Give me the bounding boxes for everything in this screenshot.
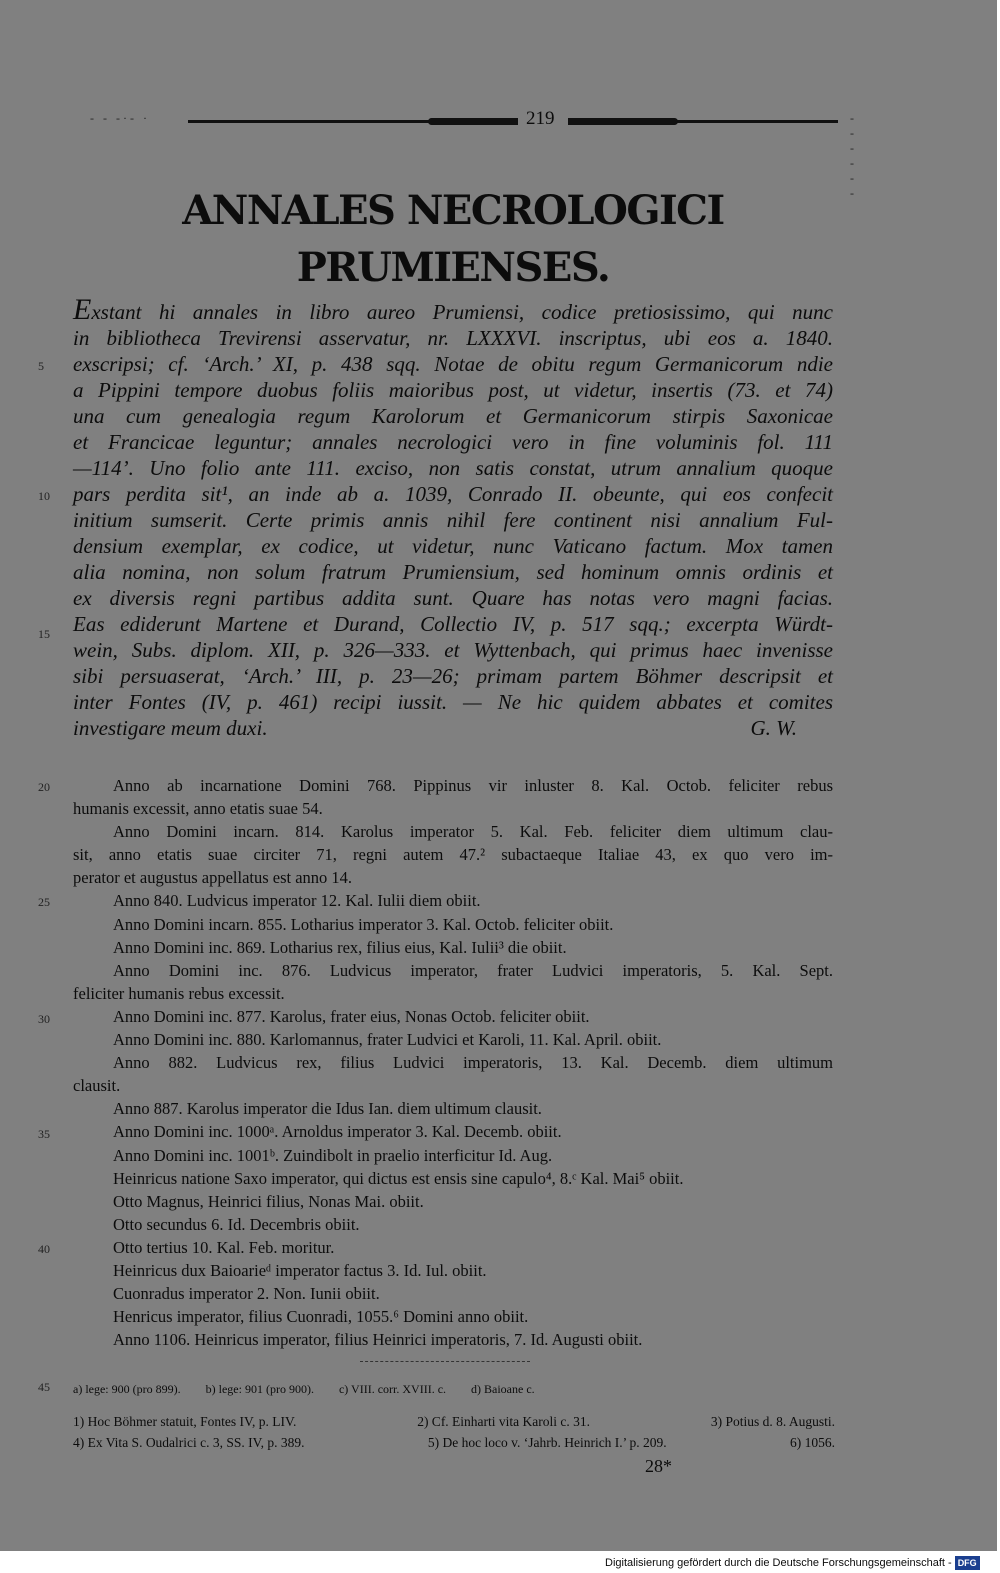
annal-line: Anno Domini inc. 1001ᵇ. Zuindibolt in praelio interficitur Id. Aug. (113, 1145, 553, 1165)
intro-line: exscripsi; cf. ‘Arch.’ XI, p. 438 sqq. Notae de obitu regum Germanicorum ndie (73, 352, 833, 376)
annal-line: Otto Magnus, Heinrici filius, Nonas Mai. obiit. (113, 1191, 424, 1211)
intro-line: Eas ediderunt Martene et Durand, Collectio IV, p. 517 sqq.; excerpta Würdt- (73, 612, 833, 636)
intro-line: investigare meum duxi. G. W. (73, 716, 797, 740)
annal-line: perator et augustus appellatus est anno 14. (73, 868, 353, 888)
critical-note: a) lege: 900 (pro 899). (73, 1382, 181, 1396)
intro-line: wein, Subs. diplom. XII, p. 326—333. et Wyttenbach, qui primus haec invenisse (73, 638, 833, 662)
header-ornament-left: - - -·- · (90, 111, 150, 125)
annal-line: Anno Domini inc. 869. Lotharius rex, filius eius, Kal. Iulii³ die obiit. (113, 937, 567, 957)
footnotes-row (73, 1432, 835, 1453)
annal-line: Otto tertius 10. Kal. Feb. moritur. (113, 1237, 335, 1257)
intro-line: et Francicae leguntur; annales necrologici vero in fine voluminis fol. 111 (73, 430, 833, 454)
annal-line: Heinricus natione Saxo imperator, qui dictus est ensis sine capulo⁴, 8.ᶜ Kal. Mai⁵ obiit. (113, 1168, 684, 1188)
annal-line: Heinricus dux Baioarieᵈ imperator factus 3. Id. Iul. obiit. (113, 1260, 487, 1280)
intro-line: a Pippini tempore duobus foliis maioribus post, ut videtur, insertis (73. et 74) (73, 378, 833, 402)
intro-line: ex diversis regni partibus addita sunt. Quare has notas vero magni facias. (73, 586, 833, 610)
critical-notes (73, 1382, 557, 1397)
intro-line: una cum genealogia regum Karolorum et Germanicorum stirpis Saxonicae (73, 404, 833, 428)
annal-line: Anno Domini incarn. 855. Lotharius imperator 3. Kal. Octob. feliciter obiit. (113, 914, 614, 934)
annal-line: Anno Domini incarn. 814. Karolus imperator 5. Kal. Feb. feliciter diem ultimum clau- (113, 822, 833, 842)
footnote: 5) De hoc loco v. ‘Jahrb. Heinrich I.’ p. 209. (427, 1435, 667, 1450)
annals-text (73, 774, 833, 1351)
annal-line: Anno 887. Karolus imperator die Idus Ian. diem ultimum clausit. (113, 1099, 542, 1119)
annal-line: Henricus imperator, filius Cuonradi, 1055.⁶ Domini anno obiit. (113, 1307, 529, 1327)
intro-line: in bibliotheca Trevirensi asservatur, nr. LXXXVI. inscriptus, ubi eos a. 1840. (73, 326, 833, 350)
signature-mark: 28* (645, 1456, 672, 1476)
intro-line: densium exemplar, ex codice, ut videtur, nunc Vaticano factum. Mox tamen (73, 534, 833, 558)
annal-line: Anno 840. Ludvicus imperator 12. Kal. Iulii diem obiit. (113, 891, 481, 911)
annal-line: feliciter humanis rebus excessit. (73, 983, 285, 1003)
critical-note: c) VIII. corr. XVIII. c. (338, 1382, 447, 1396)
line-number: 20 (38, 780, 50, 794)
line-number: 30 (38, 1012, 50, 1026)
introduction (73, 293, 833, 741)
intro-signature: G. W. (750, 716, 797, 740)
line-number: 45 (38, 1380, 50, 1394)
title-line-1: ANNALES NECROLOGICI (182, 187, 724, 234)
intro-line: sibi persuaserat, ‘Arch.’ III, p. 23—26; primam partem Böhmer descripsit et (73, 664, 833, 688)
footnote: 2) Cf. Einharti vita Karoli c. 31. (417, 1414, 591, 1429)
annal-line: Anno 882. Ludvicus rex, filius Ludvici imperatoris, 13. Kal. Decemb. diem ultimum (113, 1053, 833, 1073)
intro-line: pars perdita sit¹, an inde ab a. 1039, Conrado II. obeunte, qui eos confecit (73, 482, 833, 506)
digitization-footer (605, 1553, 1000, 1573)
footnotes-row (73, 1411, 835, 1432)
title-line-2: PRUMIENSES. (296, 244, 610, 291)
intro-line: inter Fontes (IV, p. 461) recipi iussit. — Ne hic quidem abbates et comites (73, 690, 833, 714)
line-number: 15 (38, 627, 50, 641)
intro-line: alia nomina, non solum fratrum Prumiensium, sed hominum omnis ordinis et (73, 560, 833, 584)
footnote: 1) Hoc Böhmer statuit, Fontes IV, p. LIV. (73, 1414, 297, 1429)
annal-line: humanis excessit, anno etatis suae 54. (73, 799, 323, 819)
annal-line: Anno Domini inc. 1000ᵃ. Arnoldus imperator 3. Kal. Decemb. obiit. (113, 1122, 562, 1142)
intro-line: initium sumserit. Certe primis annis nihil fere continent nisi annalium Ful- (73, 508, 833, 532)
line-number: 35 (38, 1127, 50, 1141)
text-separator (360, 1361, 530, 1364)
line-number: 10 (38, 489, 50, 503)
annal-line: Anno Domini inc. 876. Ludvicus imperator, frater Ludvici imperatoris, 5. Kal. Sept. (113, 960, 833, 980)
line-number: 25 (38, 895, 50, 909)
footnote: 6) 1056. (790, 1435, 835, 1450)
line-number: 5 (38, 359, 44, 373)
annal-line: Anno Domini inc. 880. Karlomannus, frater Ludvici et Karoli, 11. Kal. April. obiit. (113, 1030, 662, 1050)
line-number: 40 (38, 1242, 50, 1256)
annal-line: Otto secundus 6. Id. Decembris obiit. (113, 1214, 360, 1234)
annal-line: sit, anno etatis suae circiter 71, regni autem 47.² subactaeque Italiae 43, ex quo vero im- (73, 845, 833, 865)
header-rule-left (188, 120, 518, 123)
annal-line: Anno Domini inc. 877. Karolus, frater eius, Nonas Octob. feliciter obiit. (113, 1006, 590, 1026)
footer-text: Digitalisierung gefördert durch die Deutsche Forschungsgemeinschaft - (605, 1557, 952, 1569)
intro-line: Exstant hi annales in libro aureo Prumiensi, codice pretiosissimo, qui nunc (73, 293, 833, 326)
header-rule-right (568, 120, 838, 123)
annal-line: Anno ab incarnatione Domini 768. Pippinus vir inluster 8. Kal. Octob. feliciter rebus (113, 776, 833, 795)
critical-note: b) lege: 901 (pro 900). (205, 1382, 314, 1396)
annal-line: Anno 1106. Heinricus imperator, filius Heinrici imperatoris, 7. Id. Augusti obiit. (113, 1330, 643, 1350)
header-ornament-right: - - - - - - (850, 111, 856, 200)
intro-initial: E (73, 293, 92, 326)
dfg-logo: DFG (955, 1556, 980, 1570)
footnote: 4) Ex Vita S. Oudalrici c. 3, SS. IV, p. 389. (73, 1435, 305, 1450)
critical-note: d) Baioane c. (471, 1382, 535, 1396)
footnote: 3) Potius d. 8. Augusti. (710, 1414, 835, 1429)
annal-line: Cuonradus imperator 2. Non. Iunii obiit. (113, 1284, 380, 1304)
page-header (90, 108, 856, 200)
page-number: 219 (526, 108, 555, 129)
page-title (0, 182, 906, 296)
annal-line: clausit. (73, 1076, 121, 1096)
intro-line: —114’. Uno folio ante 111. exciso, non satis constat, utrum annalium quoque (73, 456, 833, 480)
